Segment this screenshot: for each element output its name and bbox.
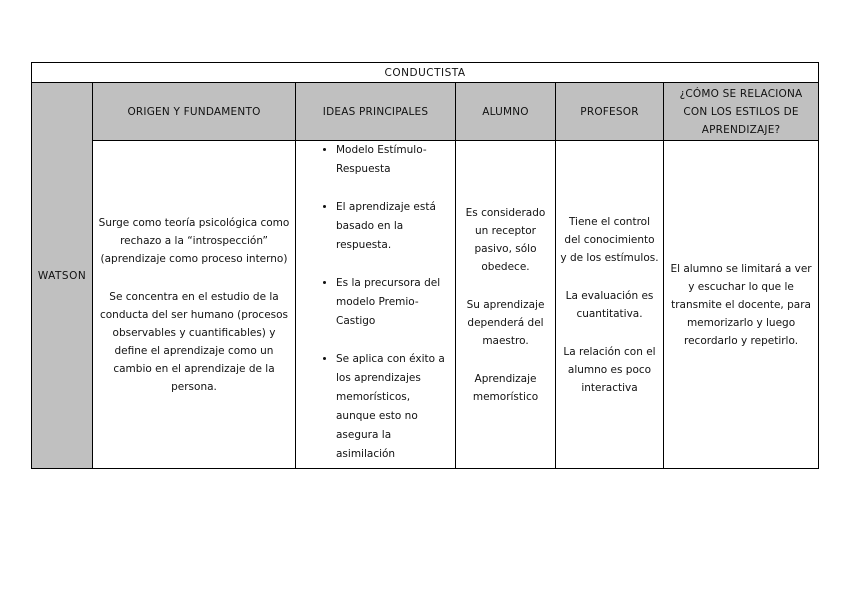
header-teacher	[556, 83, 664, 141]
teacher-cell	[556, 141, 664, 469]
header-student	[456, 83, 556, 141]
student-content	[456, 204, 555, 406]
spacer	[560, 323, 659, 343]
teacher-paragraph-2: La evaluación es cuantitativa.	[565, 289, 654, 320]
spacer	[460, 276, 551, 296]
relation-content	[664, 260, 818, 350]
origin-paragraph-1: Surge como teoría psicológica como rechazo a la “introspección” (aprendizaje como proceso interno)	[98, 216, 290, 265]
student-cell	[456, 141, 556, 469]
header-origin	[93, 83, 296, 141]
spacer	[97, 268, 291, 288]
spacer	[460, 350, 551, 370]
ideas-cell	[296, 141, 456, 469]
student-paragraph-3: Aprendizaje memorístico	[472, 372, 539, 403]
header-student-text: ALUMNO	[482, 105, 529, 118]
idea-item: • Modelo Estímulo-Respuesta	[336, 141, 447, 179]
teacher-paragraph-3: La relación con el alumno es poco interactiva	[563, 345, 656, 394]
relation-paragraph-1: El alumno se limitará a ver y escuchar lo que le transmite el docente, para memorizarlo y luego recordarlo y repetirlo.	[670, 262, 812, 347]
header-origin-text: ORIGEN Y FUNDAMENTO	[127, 105, 261, 118]
row-label-watson: WATSON	[32, 83, 93, 469]
table-title: CONDUCTISTA	[32, 63, 819, 83]
header-ideas	[296, 83, 456, 141]
teacher-paragraph-1: Tiene el control del conocimiento y de los estímulos.	[560, 215, 659, 264]
content-row	[32, 141, 819, 469]
student-paragraph-2: Su aprendizaje dependerá del maestro.	[466, 298, 545, 347]
origin-paragraph-2: Se concentra en el estudio de la conducta del ser humano (procesos observables y cuantificables) y define el aprendizaje como un cambio en el aprendizaje de la persona.	[99, 290, 289, 393]
relation-cell	[664, 141, 819, 469]
header-ideas-text: IDEAS PRINCIPALES	[322, 105, 429, 118]
title-row	[32, 63, 819, 83]
student-paragraph-1: Es considerado un receptor pasivo, sólo obedece.	[465, 206, 546, 273]
header-relation	[664, 83, 819, 141]
header-relation-text: ¿CÓMO SE RELACIONA CON LOS ESTILOS DE APRENDIZAJE?	[679, 87, 803, 136]
spacer	[560, 267, 659, 287]
teacher-content	[556, 213, 663, 397]
idea-item: • Es la precursora del modelo Premio-Castigo	[336, 274, 447, 331]
ideas-list	[296, 141, 455, 464]
conductismo-table	[31, 62, 819, 469]
header-teacher-text: PROFESOR	[580, 105, 639, 118]
origin-cell	[93, 141, 296, 469]
origin-content	[93, 214, 295, 396]
idea-item: • El aprendizaje está basado en la respuesta.	[336, 198, 447, 255]
header-row	[32, 83, 819, 141]
idea-item: • Se aplica con éxito a los aprendizajes memorísticos, aunque esto no asegura la asimilación	[336, 350, 447, 464]
